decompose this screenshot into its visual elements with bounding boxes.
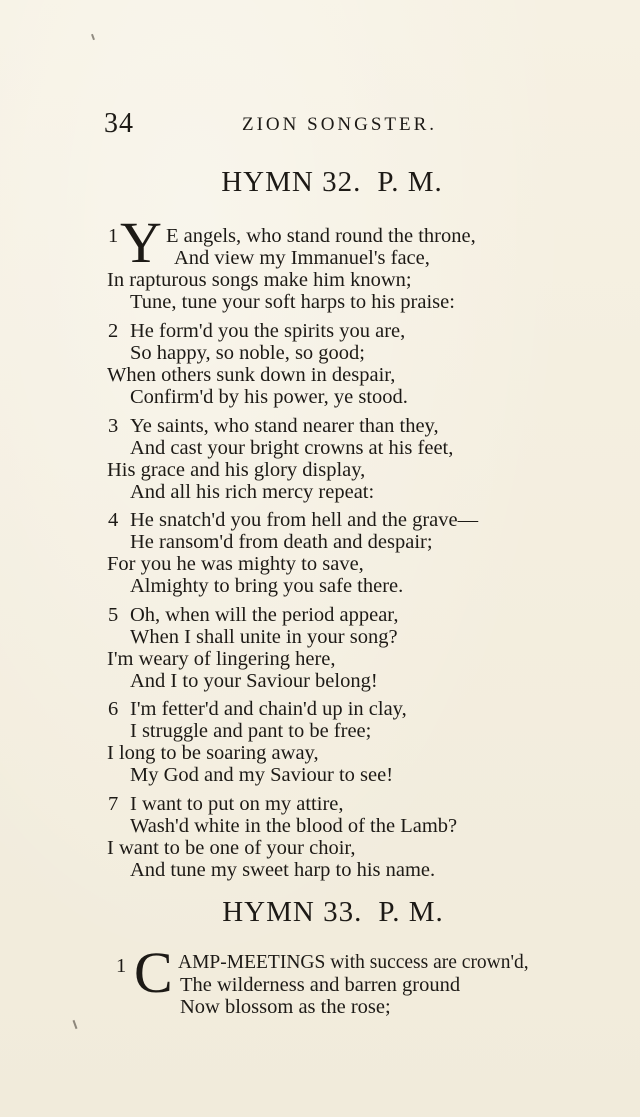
running-title: ZION SONGSTER. bbox=[242, 114, 438, 135]
hymn-33-number: HYMN 33. bbox=[222, 896, 363, 928]
verse-line: When I shall unite in your song? bbox=[130, 626, 398, 648]
verse-line: Oh, when will the period appear, bbox=[130, 604, 399, 626]
verse-line: I want to put on my attire, bbox=[130, 793, 344, 815]
stanza-number: 1 bbox=[116, 955, 127, 977]
verse-line: The wilderness and barren ground bbox=[180, 974, 461, 996]
verse-line: E angels, who stand round the throne, bbox=[166, 225, 476, 247]
verse-line: AMP-MEETINGS with success are crown'd, bbox=[178, 952, 529, 973]
verse-line: And cast your bright crowns at his feet, bbox=[130, 437, 454, 459]
stanza-number: 1 bbox=[108, 225, 119, 247]
drop-cap: Y bbox=[120, 210, 162, 275]
verse-line: And I to your Saviour belong! bbox=[130, 670, 378, 692]
verse-line: I want to be one of your choir, bbox=[107, 837, 356, 859]
verse-line: His grace and his glory display, bbox=[107, 459, 366, 481]
verse-line: In rapturous songs make him known; bbox=[107, 269, 412, 291]
verse-line: For you he was mighty to save, bbox=[107, 553, 364, 575]
verse-line: And view my Immanuel's face, bbox=[174, 247, 430, 269]
hymn-32-meter: P. M. bbox=[377, 166, 443, 198]
verse-line: Ye saints, who stand nearer than they, bbox=[130, 415, 439, 437]
running-head bbox=[104, 108, 484, 142]
verse-line: When others sunk down in despair, bbox=[107, 364, 396, 386]
verse-line: He ransom'd from death and despair; bbox=[130, 531, 433, 553]
verse-line: I'm weary of lingering here, bbox=[107, 648, 336, 670]
verse-line: I long to be soaring away, bbox=[107, 742, 319, 764]
hymn-33-title bbox=[0, 896, 640, 929]
page-number: 34 bbox=[104, 108, 134, 139]
stanza-number: 7 bbox=[108, 793, 119, 815]
verse-line: Wash'd white in the blood of the Lamb? bbox=[130, 815, 458, 837]
verse-line: Confirm'd by his power, ye stood. bbox=[130, 386, 408, 408]
verse-line: Now blossom as the rose; bbox=[180, 996, 391, 1018]
verse-line: And all his rich mercy repeat: bbox=[130, 481, 375, 503]
drop-cap: C bbox=[134, 940, 173, 1005]
hymn-33-meter: P. M. bbox=[378, 896, 444, 928]
stanza-number: 6 bbox=[108, 698, 119, 720]
verse-line: I struggle and pant to be free; bbox=[130, 720, 372, 742]
verse-line: My God and my Saviour to see! bbox=[130, 764, 394, 786]
scan-speck bbox=[73, 1020, 78, 1029]
verse-line: He snatch'd you from hell and the grave— bbox=[130, 509, 479, 531]
stanza-number: 4 bbox=[108, 509, 119, 531]
verse-line: I'm fetter'd and chain'd up in clay, bbox=[130, 698, 407, 720]
hymn-32-title bbox=[0, 166, 640, 199]
verse-line: And tune my sweet harp to his name. bbox=[130, 859, 436, 881]
verse-line: Tune, tune your soft harps to his praise: bbox=[130, 291, 455, 313]
verse-line: Almighty to bring you safe there. bbox=[130, 575, 404, 597]
stanza-number: 2 bbox=[108, 320, 119, 342]
scan-speck bbox=[91, 34, 95, 40]
hymn-32-number: HYMN 32. bbox=[221, 166, 362, 198]
stanza-number: 5 bbox=[108, 604, 119, 626]
verse-line: So happy, so noble, so good; bbox=[130, 342, 365, 364]
stanza-number: 3 bbox=[108, 415, 119, 437]
verse-line: He form'd you the spirits you are, bbox=[130, 320, 406, 342]
